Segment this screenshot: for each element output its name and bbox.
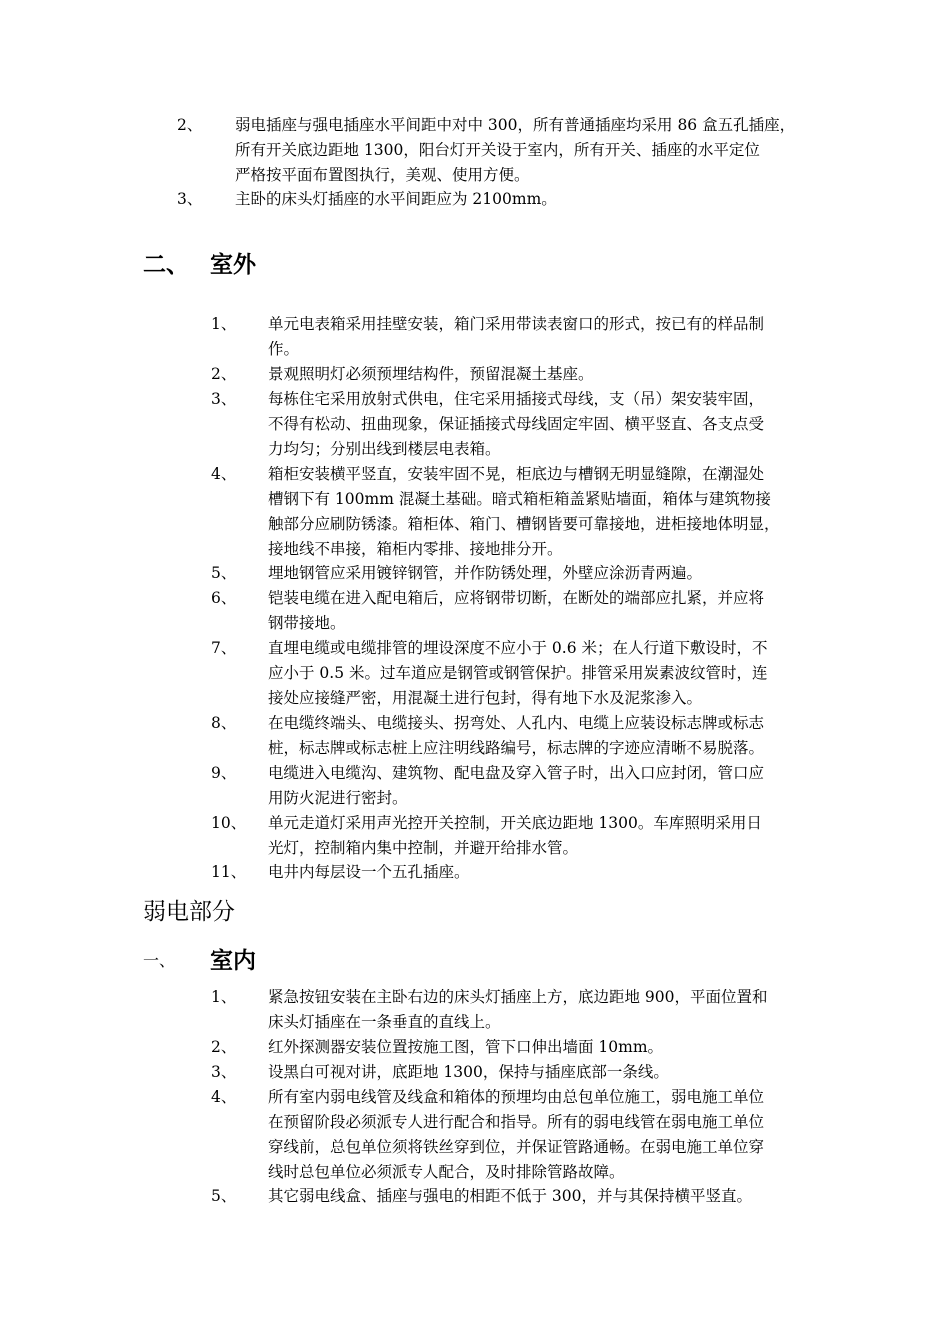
list-item-number: 10、 [211,814,247,832]
list-item-number: 4、 [211,1088,237,1106]
list-item-line: 单元走道灯采用声光控开关控制，开关底边距地 1300。车库照明采用日 [268,814,762,832]
list-item-line: 电缆进入电缆沟、建筑物、配电盘及穿入管子时，出入口应封闭，管口应 [268,764,765,782]
list-item-number: 6、 [211,589,237,607]
list-item-line: 箱柜安装横平竖直，安装牢固不晃，柜底边与槽钢无明显缝隙，在潮湿处 [268,465,765,483]
list-item-line: 在预留阶段必须派专人进行配合和指导。所有的弱电线管在弱电施工单位 [268,1113,765,1131]
list-item [211,362,831,387]
list-item-line: 接处应接缝严密，用混凝土进行包封，得有地下水及泥浆渗入。 [268,689,703,707]
list-item [211,761,831,811]
list-item-line: 作。 [268,340,300,358]
list-item-line: 其它弱电线盒、插座与强电的相距不低于 300，并与其保持横平竖直。 [268,1187,753,1205]
list-item-number: 2、 [177,116,203,134]
list-item-number: 5、 [211,564,237,582]
list-item [211,312,831,362]
list-item-number: 1、 [211,315,237,333]
list-item-number: 2、 [211,365,237,383]
list-item-line: 设黑白可视对讲，底距地 1300，保持与插座底部一条线。 [268,1063,669,1081]
list-item-line: 埋地钢管应采用镀锌钢管，并作防锈处理，外壁应涂沥青两遍。 [268,564,703,582]
list-item-number: 2、 [211,1038,237,1056]
section-heading-indoor [143,946,343,976]
list-item-line: 线时总包单位必须派专人配合，及时排除管路故障。 [268,1163,625,1181]
heading-title: 室外 [210,252,256,278]
heading-number: 二、 [143,252,189,278]
list-item-line: 所有开关底边距地 1300，阳台灯开关设于室内，所有开关、插座的水平定位 [235,141,760,159]
list-item-line: 铠装电缆在进入配电箱后，应将钢带切断，在断处的端部应扎紧，并应将 [268,589,765,607]
list-item [211,462,831,562]
list-item-line: 桩，标志牌或标志桩上应注明线路编号，标志牌的字迹应清晰不易脱落。 [268,739,765,757]
list-item-line: 单元电表箱采用挂壁安装，箱门采用带读表窗口的形式，按已有的样品制 [268,315,765,333]
list-item [211,985,831,1035]
list-item-number: 4、 [211,465,237,483]
list-item-line: 严格按平面布置图执行，美观、使用方便。 [235,166,530,184]
list-item-line: 不得有松动、扭曲现象，保证插接式母线固定牢固、横平竖直、各支点受 [268,415,765,433]
list-item [211,1035,831,1060]
list-item-number: 3、 [211,390,237,408]
list-item-number: 11、 [211,863,247,881]
list-item [211,1060,831,1085]
heading-title: 室内 [210,948,256,974]
list-item [211,636,831,711]
list-item-line: 穿线前，总包单位须将铁丝穿到位，并保证管路通畅。在弱电施工单位穿 [268,1138,765,1156]
list-item-line: 红外探测器安装位置按施工图，管下口伸出墙面 10mm。 [268,1038,664,1056]
list-item-number: 7、 [211,639,237,657]
list-item-line: 紧急按钮安装在主卧右边的床头灯插座上方，底边距地 900，平面位置和 [268,988,768,1006]
list-item [177,113,827,188]
list-item [211,387,831,462]
list-item [211,561,831,586]
list-item-line: 槽钢下有 100mm 混凝土基础。暗式箱柜箱盖紧贴墙面，箱体与建筑物接 [268,490,771,508]
list-item-line: 力均匀；分别出线到楼层电表箱。 [268,440,501,458]
list-item-line: 在电缆终端头、电缆接头、拐弯处、人孔内、电缆上应装设标志牌或标志 [268,714,765,732]
list-item [211,1184,831,1209]
list-item-number: 5、 [211,1187,237,1205]
list-item-number: 8、 [211,714,237,732]
list-item [211,1085,831,1185]
list-item-line: 光灯，控制箱内集中控制，并避开给排水管。 [268,839,579,857]
list-item-line: 触部分应刷防锈漆。箱柜体、箱门、槽钢皆要可靠接地，进柜接地体明显， [268,515,780,533]
list-item-line: 主卧的床头灯插座的水平间距应为 2100mm。 [235,190,557,208]
list-item-line: 弱电插座与强电插座水平间距中对中 300，所有普通插座均采用 86 盒五孔插座， [235,116,796,134]
list-item-line: 每栋住宅采用放射式供电，住宅采用插接式母线，支（吊）架安装牢固， [268,390,765,408]
list-item-line: 直埋电缆或电缆排管的埋设深度不应小于 0.6 米；在人行道下敷设时，不 [268,639,768,657]
heading-number: 一、 [143,951,176,970]
list-item-number: 1、 [211,988,237,1006]
list-item [211,586,831,636]
list-item [211,811,831,861]
list-item-number: 3、 [177,190,203,208]
list-item-line: 接地线不串接，箱柜内零排、接地排分开。 [268,540,563,558]
list-item-line: 景观照明灯必须预埋结构件，预留混凝土基座。 [268,365,594,383]
list-item-line: 电井内每层设一个五孔插座。 [268,863,470,881]
list-item [211,860,831,885]
list-item-number: 9、 [211,764,237,782]
list-item-number: 3、 [211,1063,237,1081]
list-item-line: 钢带接地。 [268,614,346,632]
list-item-line: 应小于 0.5 米。过车道应是钢管或钢管保护。排管采用炭素波纹管时，连 [268,664,768,682]
list-item-line: 用防火泥进行密封。 [268,789,408,807]
list-item [177,187,827,212]
list-item-line: 所有室内弱电线管及线盒和箱体的预埋均由总包单位施工，弱电施工单位 [268,1088,765,1106]
section-heading-outdoor [143,250,343,280]
section-title-weak-current: 弱电部分 [143,899,235,925]
list-item [211,711,831,761]
list-item-line: 床头灯插座在一条垂直的直线上。 [268,1013,501,1031]
